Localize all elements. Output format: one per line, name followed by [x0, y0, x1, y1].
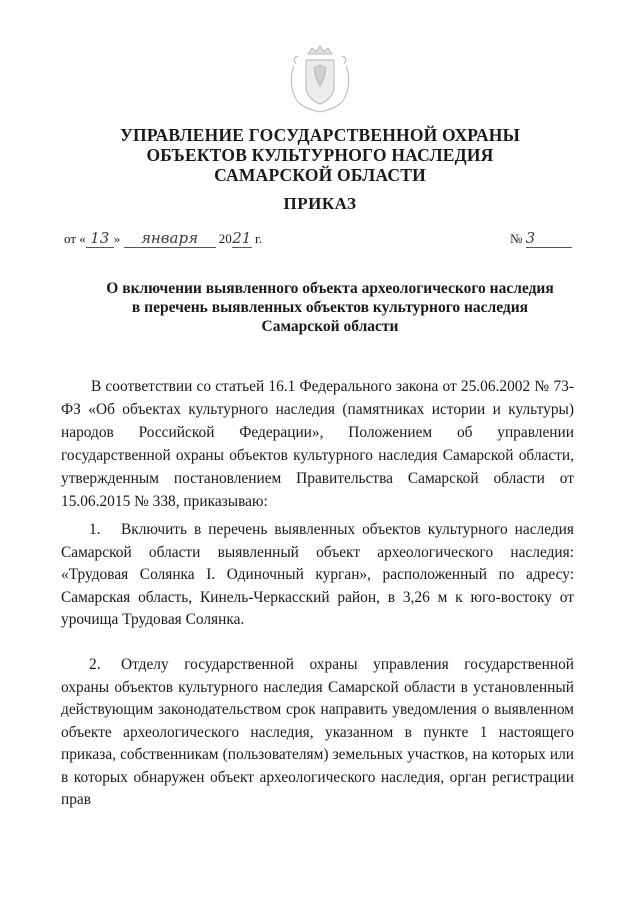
item-number: 2. [89, 656, 101, 673]
date-day-close: » [113, 231, 121, 246]
date-month: января [124, 229, 216, 248]
document-date [64, 229, 262, 248]
heading-line-1: О включении выявленного объекта археологического наследия [106, 280, 554, 297]
heading-line-2: в перечень выявленных объектов культурного наследия [131, 299, 529, 316]
document-type: ПРИКАЗ [283, 194, 357, 213]
coat-of-arms-emblem [288, 44, 352, 114]
number-label: № [510, 231, 523, 246]
preamble-paragraph: В соответствии со статьей 16.1 Федерального закона от 25.06.2002 № 73-ФЗ «Об объектах культурного наследия (памятниках истории и культуры) народов Российской Федерации», Положением об управлении государственной охраны объектов культурного наследия Самарской области, утвержденным постановлением Правительства Самарской области от 15.06.2015 № 338, приказываю: [61, 378, 574, 510]
date-day: 13 [86, 229, 114, 248]
date-year-unit: г. [255, 231, 263, 246]
number-value: 3 [526, 229, 572, 248]
item-text: Включить в перечень выявленных объектов культурного наследия Самарской области выявленный объект археологического наследия: «Трудовая Солянка I. Одиночный курган», расположенный по адресу: Самарская область, Кинель-Черкасский район, в 3,26 м к юго-востоку от урочища Трудовая Солянка. [61, 521, 574, 628]
order-heading [60, 279, 600, 336]
date-year-prefix: 20 [218, 231, 232, 246]
organization-name-line-1: УПРАВЛЕНИЕ ГОСУДАРСТВЕННОЙ ОХРАНЫ [120, 125, 520, 145]
date-year-suffix: 21 [232, 229, 252, 247]
list-item [61, 654, 574, 812]
date-prefix: от « [64, 231, 86, 246]
document-number [510, 229, 572, 248]
list-item [61, 519, 574, 632]
item-text: Отделу государственной охраны управления государственной охраны объектов культурного наследия Самарской области в установленный действующим законодательством срок направить уведомления о выявленном объекте археологического наследия, указанном в пункте 1 настоящего приказа, собственникам (пользователям) земельных участков, на которых или в которых обнаружен объект археологического наследия, орган регистрации прав [61, 656, 574, 808]
organization-name-line-2: ОБЪЕКТОВ КУЛЬТУРНОГО НАСЛЕДИЯ [146, 145, 494, 165]
organization-name-line-3: САМАРСКОЙ ОБЛАСТИ [214, 165, 426, 185]
heading-line-3: Самарской области [261, 318, 399, 335]
item-number: 1. [89, 521, 101, 538]
